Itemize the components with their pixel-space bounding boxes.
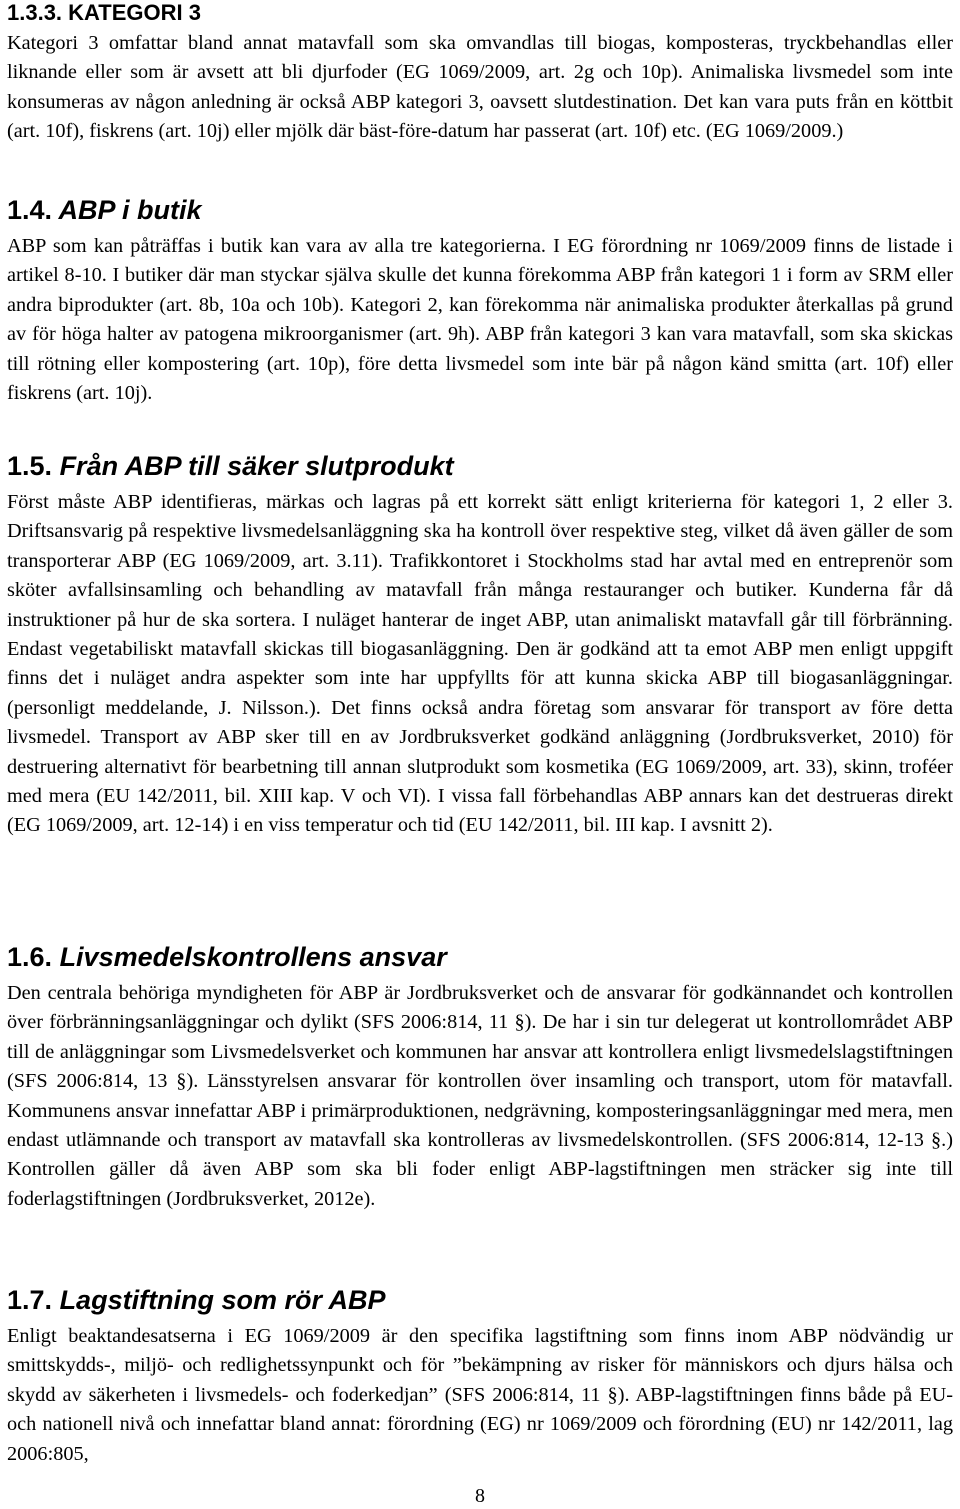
section-title: ABP i butik (58, 195, 202, 225)
section-fran-abp-till-saker-slutprodukt (7, 450, 953, 841)
body-paragraph: ABP som kan påträffas i butik kan vara av alla tre kategorierna. I EG förordning nr 1069/2009 finns de listade i artikel 8-10. I butiker där man styckar själva skulle det kunna förekomma ABP från kategori 1 i form av SRM eller andra biprodukter (art. 8b, 10a och 10b). Kategori 2, kan förekomma när animaliska produkter återkallas på grund av för höga halter av patogena mikroorganismer (art. 9h). ABP från kategori 3 kan vara matavfall, som ska skickas till rötning eller kompostering (art. 10p), före detta livsmedel som inte bär på någon känd smitta (art. 10f) eller fiskrens (art. 10j). (7, 235, 953, 405)
section-lagstiftning-som-ror-abp (7, 1284, 953, 1469)
page-number: 8 (475, 1485, 485, 1507)
section-heading (7, 450, 953, 482)
section-number: 1.5. (7, 451, 53, 481)
section-number: 1.7. (7, 1285, 53, 1315)
body-paragraph: Kategori 3 omfattar bland annat matavfall som ska omvandlas till biogas, komposteras, tryckbehandlas eller liknande eller som är avsett att bli djurfoder (EG 1069/2009, art. 2g och 10p). Animaliska livsmedel som inte konsumeras av någon anledning är också ABP kategori 3, oavsett slutdestination. Det kan vara puts från en köttbit (art. 10f), fiskrens (art. 10j) eller mjölk där bäst-före-datum har passerat (art. 10f) etc. (EG 1069/2009.) (7, 32, 953, 143)
section-title: Livsmedelskontrollens ansvar (59, 942, 447, 972)
section-heading: 1.3.3. KATEGORI 3 (7, 0, 201, 25)
section-heading (7, 941, 953, 973)
section-title: Från ABP till säker slutprodukt (59, 451, 454, 481)
section-kategori-3 (7, 0, 953, 147)
body-paragraph: Först måste ABP identifieras, märkas och lagras på ett korrekt sätt enligt kriterierna för kategori 1, 2 eller 3. Driftsansvarig på respektive livsmedelsanläggning ska ha kontroll över respektive steg, vilket då även gäller de som transporterar ABP (EG 1069/2009, art. 3.11). Trafikkontoret i Stockholms stad har avtal med en entreprenör som sköter avfallsinsamling och behandling av matavfall från många restauranger och butiker. Kunderna får då instruktioner på hur de ska sortera. I nuläget hanterar de inget ABP, utan animaliskt matavfall går till förbränning. Endast vegetabiliskt matavfall skickas till biogasanläggning. Den är godkänd att ta emot ABP men enligt uppgift finns det i nuläget andra aspekter som inte har uppfyllts för att kunna skicka ABP till biogasanläggningar. (personligt meddelande, J. Nilsson.). Det finns också andra företag som ansvarar för transport av före detta livsmedel. Transport av ABP sker till en av Jordbruksverket godkänd anläggning (Jordbruksverket, 2010) för destruering alternativt för bearbetning till annan slutprodukt som kosmetika (EG 1069/2009, art. 33), skinn, troféer med mera (EU 142/2011, bil. XIII kap. V och VI). I vissa fall förbehandlas ABP annars kan det destrueras direkt (EG 1069/2009, art. 12-14) i en viss temperatur och tid (EU 142/2011, bil. III kap. I avsnitt 2). (7, 491, 953, 837)
section-heading (7, 194, 953, 226)
section-abp-i-butik (7, 194, 953, 408)
body-paragraph: Den centrala behöriga myndigheten för ABP är Jordbruksverket och de ansvarar för godkännandet och kontrollen över förbränningsanläggningar och dylikt (SFS 2006:814, 11 §). De har i sin tur delegerat ut kontrollområdet ABP till de anläggningar som Livsmedelsverket och kommunen har ansvar att kontrollera enligt livsmedelslagstiftningen (SFS 2006:814, 13 §). Länsstyrelsen ansvarar för kontrollen över insamling och transport, utom för matavfall. Kommunens ansvar innefattar ABP i primärproduktionen, nedgrävning, komposteringsanläggningar med mera, men endast utlämnande och transport av matavfall ska kontrolleras av livsmedelskontrollen. (SFS 2006:814, 12-13 §.) Kontrollen gäller då även ABP som ska bli foder enligt ABP-lagstiftningen men sträcker sig inte till foderlagstiftningen (Jordbruksverket, 2012e). (7, 982, 953, 1210)
section-livsmedelskontrollens-ansvar (7, 941, 953, 1214)
body-paragraph: Enligt beaktandesatserna i EG 1069/2009 är den specifika lagstiftning som finns inom ABP nödvändig ur smittskydds-, miljö- och redlighetssynpunkt och för ”bekämpning av risker för människors och djurs hälsa och skydd av säkerheten i livsmedels- och foderkedjan” (SFS 2006:814, 11 §). ABP-lagstiftningen finns både på EU- och nationell nivå och innefattar bland annat: förordning (EG) nr 1069/2009 och förordning (EU) nr 142/2011, lag 2006:805, (7, 1325, 953, 1465)
section-number: 1.4. (7, 195, 53, 225)
section-number: 1.6. (7, 942, 53, 972)
section-heading (7, 1284, 953, 1316)
section-title: Lagstiftning som rör ABP (59, 1285, 386, 1315)
